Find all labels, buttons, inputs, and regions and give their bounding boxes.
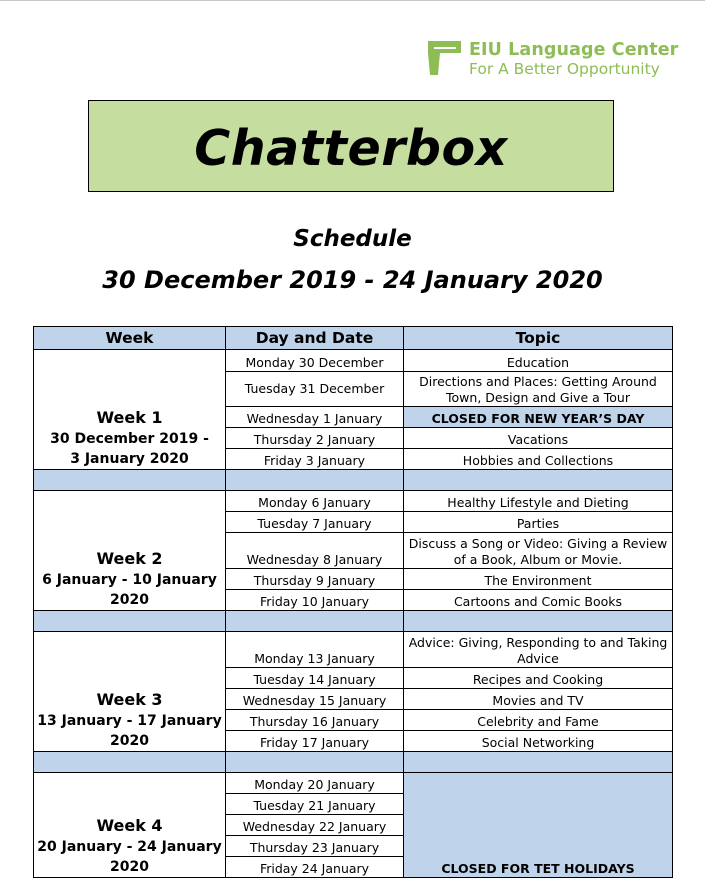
page-title: Chatterbox: [194, 119, 508, 177]
logo-mark-icon: [428, 41, 461, 75]
day-cell: Tuesday 21 January: [226, 794, 404, 815]
logo-title: EIU Language Center: [469, 40, 679, 60]
topic-cell: Social Networking: [404, 731, 673, 752]
topic-cell: Directions and Places: Getting Around Town, Design and Give a Tour: [404, 372, 673, 407]
eiu-logo: [428, 40, 679, 81]
week-4-range-line2: 2020: [110, 859, 149, 875]
week-3-name: Week 3: [96, 690, 163, 709]
header-day-and-date: Day and Date: [226, 327, 404, 350]
week-2-cell: [34, 491, 226, 611]
schedule-table: [33, 326, 673, 878]
day-cell: Wednesday 15 January: [226, 689, 404, 710]
topic-cell: Movies and TV: [404, 689, 673, 710]
logo-subtitle: For A Better Opportunity: [469, 60, 660, 78]
day-cell: Tuesday 7 January: [226, 512, 404, 533]
table-row: [34, 632, 673, 668]
title-banner: [88, 100, 614, 192]
week-3-range-line1: 13 January - 17 January: [37, 713, 222, 729]
topic-cell: Vacations: [404, 428, 673, 449]
topic-cell: The Environment: [404, 569, 673, 590]
day-cell: Friday 3 January: [226, 449, 404, 470]
table-row: [34, 350, 673, 372]
separator-row: [34, 752, 673, 773]
day-cell: Thursday 2 January: [226, 428, 404, 449]
day-cell: Monday 20 January: [226, 773, 404, 794]
table-header-row: [34, 327, 673, 350]
day-cell: Wednesday 1 January: [226, 407, 404, 428]
closed-topic-cell: CLOSED FOR NEW YEAR’S DAY: [404, 407, 673, 428]
day-cell: Friday 24 January: [226, 857, 404, 878]
week-1-name: Week 1: [96, 408, 163, 427]
topic-cell: Healthy Lifestyle and Dieting: [404, 491, 673, 512]
separator-row: [34, 611, 673, 632]
closed-tet-holidays-cell: CLOSED FOR TET HOLIDAYS: [404, 773, 673, 878]
week-4-cell: [34, 773, 226, 878]
day-cell: Monday 13 January: [226, 632, 404, 668]
day-cell: Thursday 9 January: [226, 569, 404, 590]
day-cell: Monday 6 January: [226, 491, 404, 512]
topic-cell: Celebrity and Fame: [404, 710, 673, 731]
topic-cell: Discuss a Song or Video: Giving a Review of a Book, Album or Movie.: [404, 533, 673, 569]
header-topic: Topic: [404, 327, 673, 350]
week-4-name: Week 4: [96, 816, 163, 835]
day-cell: Wednesday 8 January: [226, 533, 404, 569]
topic-cell: Parties: [404, 512, 673, 533]
day-cell: Friday 17 January: [226, 731, 404, 752]
day-cell: Wednesday 22 January: [226, 815, 404, 836]
week-4-range-line1: 20 January - 24 January: [37, 839, 222, 855]
week-2-name: Week 2: [96, 549, 163, 568]
topic-cell: Cartoons and Comic Books: [404, 590, 673, 611]
topic-cell: Hobbies and Collections: [404, 449, 673, 470]
week-2-range-line2: 2020: [110, 592, 149, 608]
week-3-cell: [34, 632, 226, 752]
week-2-range-line1: 6 January - 10 January: [42, 572, 217, 588]
week-3-range-line2: 2020: [110, 733, 149, 749]
separator-row: [34, 470, 673, 491]
day-cell: Tuesday 31 December: [226, 372, 404, 407]
topic-cell: Recipes and Cooking: [404, 668, 673, 689]
date-range-heading: 30 December 2019 - 24 January 2020: [102, 266, 603, 294]
day-cell: Tuesday 14 January: [226, 668, 404, 689]
table-row: [34, 491, 673, 512]
week-1-range-line1: 30 December 2019 -: [50, 431, 209, 447]
table-row: [34, 773, 673, 794]
day-cell: Friday 10 January: [226, 590, 404, 611]
week-1-range-line2: 3 January 2020: [70, 451, 189, 467]
page-top-border: [0, 0, 705, 1]
schedule-heading: Schedule: [293, 226, 412, 252]
topic-cell: Advice: Giving, Responding to and Taking Advice: [404, 632, 673, 668]
topic-cell: Education: [404, 350, 673, 372]
day-cell: Thursday 23 January: [226, 836, 404, 857]
week-1-cell: [34, 350, 226, 470]
day-cell: Monday 30 December: [226, 350, 404, 372]
day-cell: Thursday 16 January: [226, 710, 404, 731]
header-week: Week: [34, 327, 226, 350]
